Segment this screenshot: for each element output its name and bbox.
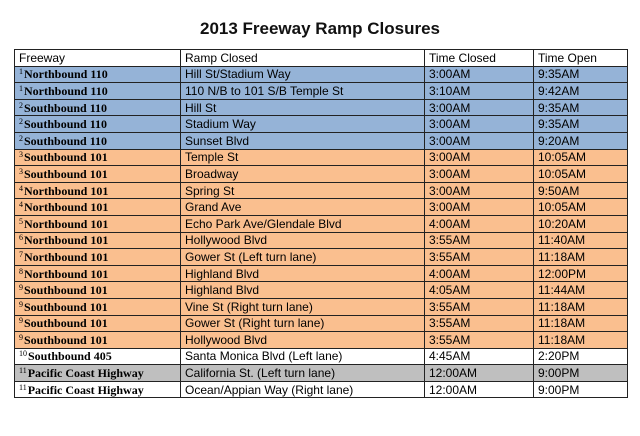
time-closed-cell: 12:00AM [425,365,534,382]
header-row [15,50,628,67]
table-row [15,132,628,149]
ramp-closed-cell: Gower St (Left turn lane) [181,249,425,266]
time-closed-cell: 3:55AM [425,315,534,332]
freeway-cell [15,332,181,349]
time-open-cell: 11:18AM [534,315,628,332]
time-open-cell: 11:44AM [534,282,628,299]
footnote-marker: 3 [19,166,23,176]
time-open-cell: 11:18AM [534,332,628,349]
time-closed-cell: 3:10AM [425,83,534,100]
ramp-closed-cell: California St. (Left turn lane) [181,365,425,382]
ramp-closed-cell: Temple St [181,149,425,166]
freeway-cell [15,381,181,398]
freeway-cell [15,232,181,249]
ramp-closed-cell: Hollywood Blvd [181,232,425,249]
freeway-cell [15,182,181,199]
footnote-marker: 5 [19,216,23,226]
table-row [15,332,628,349]
footnote-marker: 3 [19,150,23,160]
freeway-cell [15,249,181,266]
footnote-marker: 1 [19,67,23,77]
time-open-cell: 9:42AM [534,83,628,100]
footnote-marker: 6 [19,233,23,243]
freeway-cell [15,365,181,382]
table-row [15,265,628,282]
freeway-cell [15,83,181,100]
time-open-cell: 11:18AM [534,298,628,315]
ramp-closed-cell: Highland Blvd [181,282,425,299]
time-open-cell: 9:00PM [534,381,628,398]
time-open-cell: 10:05AM [534,166,628,183]
time-closed-cell: 3:00AM [425,166,534,183]
freeway-name: Northbound 101 [24,200,109,215]
freeway-cell [15,99,181,116]
freeway-cell [15,348,181,365]
time-open-cell: 9:00PM [534,365,628,382]
footnote-marker: 9 [19,316,23,326]
time-open-cell: 2:20PM [534,348,628,365]
ramp-closed-cell: Hill St/Stadium Way [181,66,425,83]
column-header-time-closed: Time Closed [425,50,534,67]
footnote-marker: 2 [19,100,23,110]
time-closed-cell: 3:00AM [425,199,534,216]
column-header-freeway: Freeway [15,50,181,67]
freeway-cell [15,199,181,216]
time-closed-cell: 3:00AM [425,99,534,116]
ramp-closed-cell: Gower St (Right turn lane) [181,315,425,332]
table-row [15,116,628,133]
table-row [15,348,628,365]
freeway-cell [15,282,181,299]
freeway-name: Southbound 110 [24,133,108,148]
freeway-name: Northbound 101 [24,266,109,281]
time-open-cell: 10:20AM [534,215,628,232]
ramp-closed-cell: Highland Blvd [181,265,425,282]
time-open-cell: 10:05AM [534,199,628,216]
freeway-name: Southbound 101 [24,299,108,314]
freeway-name: Southbound 101 [24,166,108,181]
footnote-marker: 4 [19,183,23,193]
freeway-name: Southbound 101 [24,316,108,331]
freeway-name: Northbound 101 [24,183,109,198]
time-closed-cell: 3:00AM [425,182,534,199]
freeway-cell [15,132,181,149]
footnote-marker: 10 [19,349,27,359]
ramp-closed-cell: Hollywood Blvd [181,332,425,349]
time-closed-cell: 4:05AM [425,282,534,299]
ramp-closed-cell: Echo Park Ave/Glendale Blvd [181,215,425,232]
ramp-closed-cell: Broadway [181,166,425,183]
time-closed-cell: 3:00AM [425,132,534,149]
time-closed-cell: 3:00AM [425,149,534,166]
footnote-marker: 2 [19,133,23,143]
time-open-cell: 9:20AM [534,132,628,149]
footnote-marker: 2 [19,117,23,127]
table-row [15,149,628,166]
time-closed-cell: 4:00AM [425,215,534,232]
footnote-marker: 9 [19,299,23,309]
freeway-name: Southbound 110 [24,117,108,132]
freeway-name: Northbound 101 [24,233,109,248]
freeway-name: Northbound 101 [24,216,109,231]
footnote-marker: 4 [19,200,23,210]
time-closed-cell: 3:00AM [425,66,534,83]
freeway-cell [15,149,181,166]
freeway-name: Southbound 110 [24,100,108,115]
freeway-name: Pacific Coast Highway [27,382,144,397]
ramp-closed-cell: Sunset Blvd [181,132,425,149]
page-title: 2013 Freeway Ramp Closures [199,19,440,38]
freeway-name: Pacific Coast Highway [27,366,144,381]
ramp-closed-cell: Vine St (Right turn lane) [181,298,425,315]
ramp-closed-cell: Stadium Way [181,116,425,133]
freeway-cell [15,315,181,332]
time-open-cell: 9:50AM [534,182,628,199]
freeway-name: Northbound 110 [24,67,108,82]
table-row [15,182,628,199]
time-closed-cell: 12:00AM [425,381,534,398]
table-row [15,365,628,382]
freeway-cell [15,116,181,133]
time-closed-cell: 3:55AM [425,298,534,315]
ramp-closed-cell: Hill St [181,99,425,116]
ramp-closed-cell: 110 N/B to 101 S/B Temple St [181,83,425,100]
time-closed-cell: 4:00AM [425,265,534,282]
freeway-cell [15,298,181,315]
time-closed-cell: 3:55AM [425,332,534,349]
table-row [15,298,628,315]
time-open-cell: 11:18AM [534,249,628,266]
table-row [15,232,628,249]
freeway-name: Southbound 405 [28,349,112,364]
table-header [15,50,628,67]
ramp-closed-cell: Grand Ave [181,199,425,216]
footnote-marker: 11 [19,382,27,392]
freeway-cell [15,215,181,232]
freeway-name: Southbound 101 [24,283,108,298]
footnote-marker: 9 [19,283,23,293]
column-header-ramp-closed: Ramp Closed [181,50,425,67]
footnote-marker: 11 [19,366,27,376]
freeway-cell [15,166,181,183]
time-open-cell: 9:35AM [534,99,628,116]
ramp-closed-cell: Spring St [181,182,425,199]
freeway-name: Southbound 101 [24,150,108,165]
footnote-marker: 8 [19,266,23,276]
freeway-name: Southbound 101 [24,332,108,347]
table-body [15,66,628,398]
time-open-cell: 9:35AM [534,116,628,133]
table-row [15,249,628,266]
table-row [15,199,628,216]
time-open-cell: 10:05AM [534,149,628,166]
time-open-cell: 12:00PM [534,265,628,282]
footnote-marker: 1 [19,83,23,93]
table-row [15,282,628,299]
column-header-time-open: Time Open [534,50,628,67]
table-row [15,99,628,116]
freeway-name: Northbound 110 [24,83,108,98]
table-row [15,166,628,183]
ramp-closures-table [14,49,628,398]
time-closed-cell: 4:45AM [425,348,534,365]
table-row [15,215,628,232]
table-row [15,66,628,83]
freeway-name: Northbound 101 [24,249,109,264]
time-closed-cell: 3:55AM [425,232,534,249]
table-row [15,83,628,100]
ramp-closed-cell: Santa Monica Blvd (Left lane) [181,348,425,365]
time-closed-cell: 3:00AM [425,116,534,133]
table-row [15,381,628,398]
time-closed-cell: 3:55AM [425,249,534,266]
time-open-cell: 9:35AM [534,66,628,83]
time-open-cell: 11:40AM [534,232,628,249]
table-row [15,315,628,332]
footnote-marker: 9 [19,332,23,342]
freeway-cell [15,265,181,282]
freeway-cell [15,66,181,83]
footnote-marker: 7 [19,249,23,259]
ramp-closed-cell: Ocean/Appian Way (Right lane) [181,381,425,398]
